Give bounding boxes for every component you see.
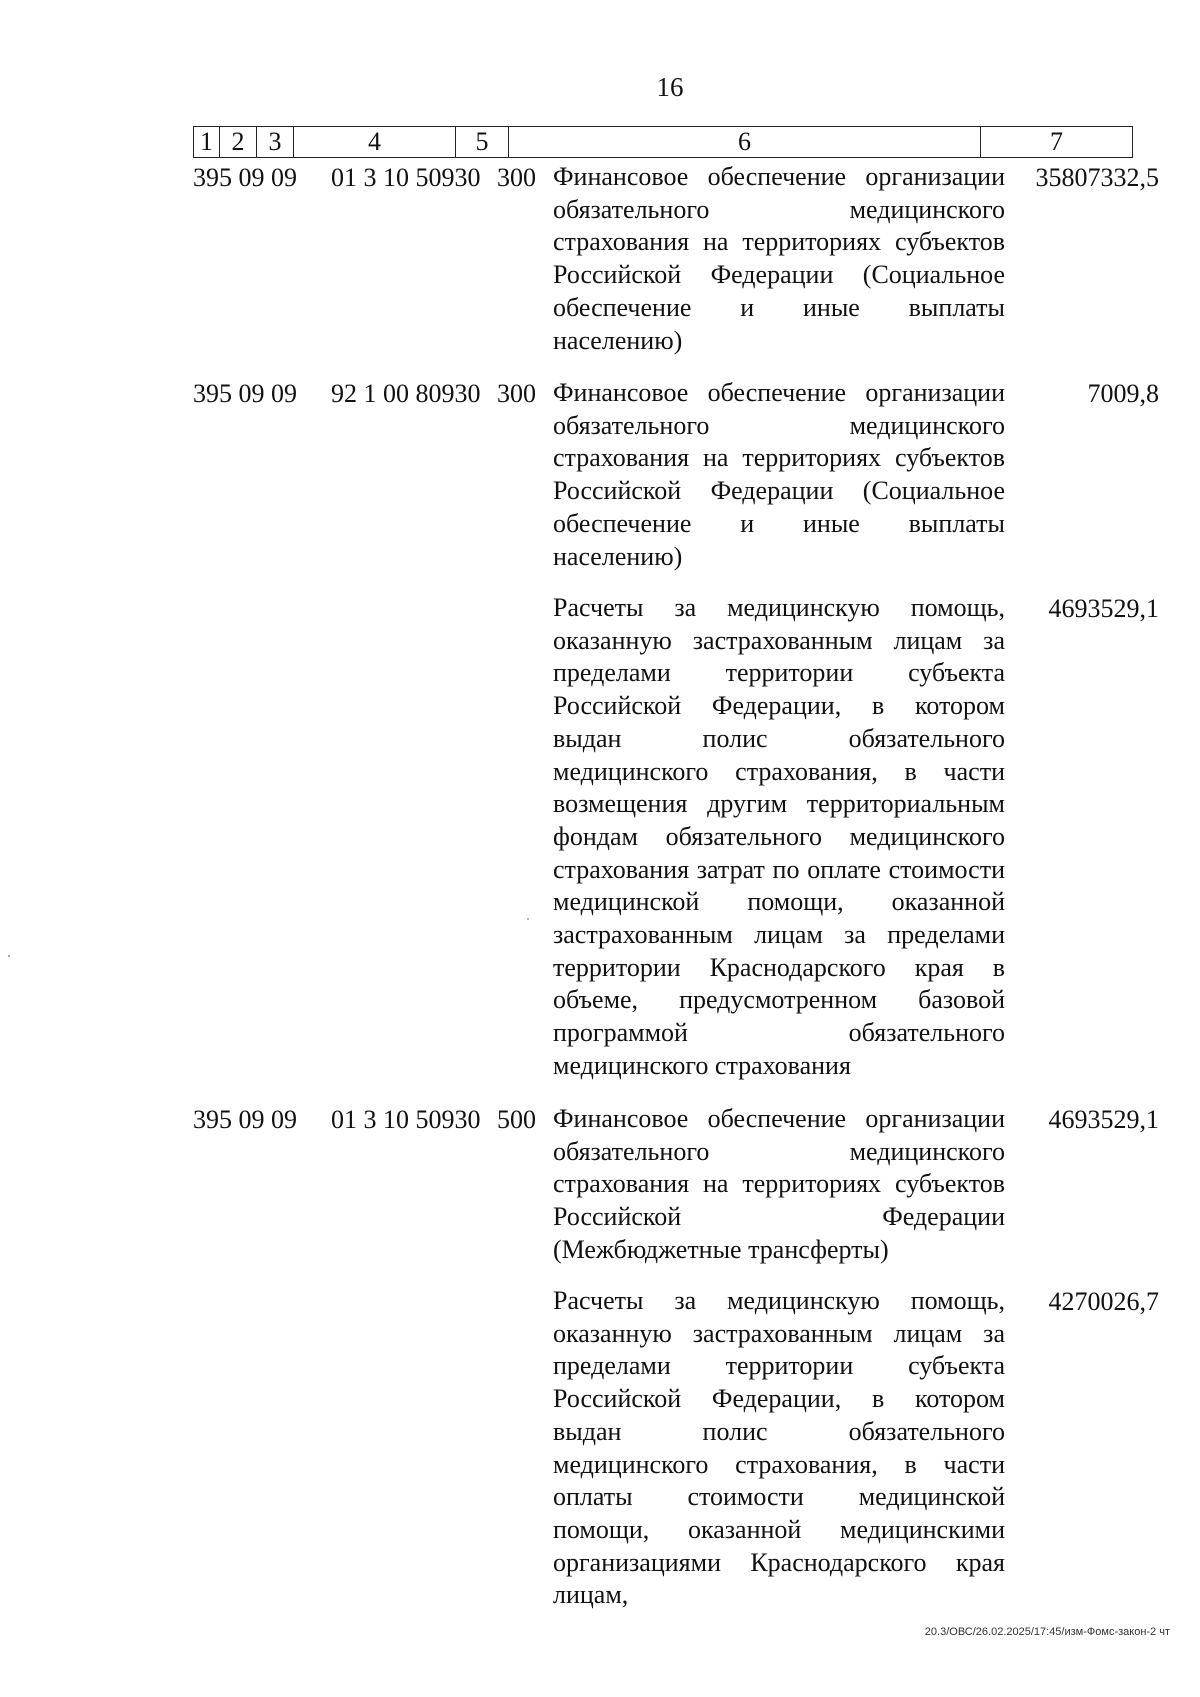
row-amount: 35807332,5 [1035, 163, 1159, 192]
row-codes-123 [193, 161, 315, 194]
code-col-1: 395 [193, 379, 232, 408]
row-codes-123 [193, 1103, 315, 1136]
header-col-7: 7 [981, 127, 1133, 158]
code-col-3: 09 [271, 1105, 297, 1134]
code-col-3: 09 [271, 163, 297, 192]
scan-speck [8, 955, 10, 957]
code-col-5: 300 [497, 379, 536, 408]
code-col-4: 01 3 10 50930 [331, 163, 481, 192]
code-col-1: 395 [193, 163, 232, 192]
page-number: 16 [656, 72, 684, 102]
scan-speck [527, 918, 529, 920]
code-col-4: 01 3 10 50930 [331, 1105, 481, 1134]
row-amount: 4693529,1 [1048, 594, 1159, 623]
header-col-4: 4 [294, 127, 456, 158]
code-col-2: 09 [238, 379, 265, 408]
header-col-2: 2 [220, 127, 257, 158]
row-description: Финансовое обеспечение организации обязательного медицинского страхования на территориях субъектов Российской Федерации (Социальное обеспечение и иные выплаты населению) [553, 378, 1005, 571]
row-amount: 4270026,7 [1048, 1287, 1159, 1316]
row-amount: 7009,8 [1087, 379, 1159, 408]
row-description: Расчеты за медицинскую помощь, оказанную застрахованным лицам за пределами территории субъекта Российской Федерации, в котором выдан полис обязательного медицинского страхования, в части оплаты стоимости медицинской помощи, оказанной медицинскими организациями Краснодарского края лицам, [553, 1286, 1005, 1610]
row-description: Финансовое обеспечение организации обязательного медицинского страхования на территориях субъектов Российской Федерации (Социальное обеспечение и иные выплаты населению) [553, 162, 1005, 355]
header-col-1: 1 [194, 127, 220, 158]
code-col-5: 500 [497, 1105, 536, 1134]
row-description: Финансовое обеспечение организации обязательного медицинского страхования на территориях субъектов Российской Федерации (Межбюджетные трансферты) [553, 1104, 1005, 1264]
row-description: Расчеты за медицинскую помощь, оказанную застрахованным лицам за пределами территории субъекта Российской Федерации, в котором выдан полис обязательного медицинского страхования, в части возмещения другим территориальным фондам обязательного медицинского страхования затрат по оплате стоимости медицинской помощи, оказанной застрахованным лицам за пределами территории Краснодарского края в объеме, предусмотренном базовой программой обязательного медицинского страхования [553, 593, 1005, 1080]
row-codes-123 [193, 377, 315, 410]
code-col-3: 09 [271, 379, 297, 408]
header-col-5: 5 [456, 127, 509, 158]
header-col-6: 6 [509, 127, 981, 158]
code-col-5: 300 [497, 163, 536, 192]
row-amount: 4693529,1 [1048, 1105, 1159, 1134]
code-col-2: 09 [238, 163, 265, 192]
code-col-4: 92 1 00 80930 [331, 379, 481, 408]
document-stamp: 20.3/ОВС/26.02.2025/17:45/изм-Фомс-закон-2 чт [924, 1626, 1170, 1638]
code-col-1: 395 [193, 1105, 232, 1134]
header-col-3: 3 [257, 127, 294, 158]
code-col-2: 09 [238, 1105, 265, 1134]
